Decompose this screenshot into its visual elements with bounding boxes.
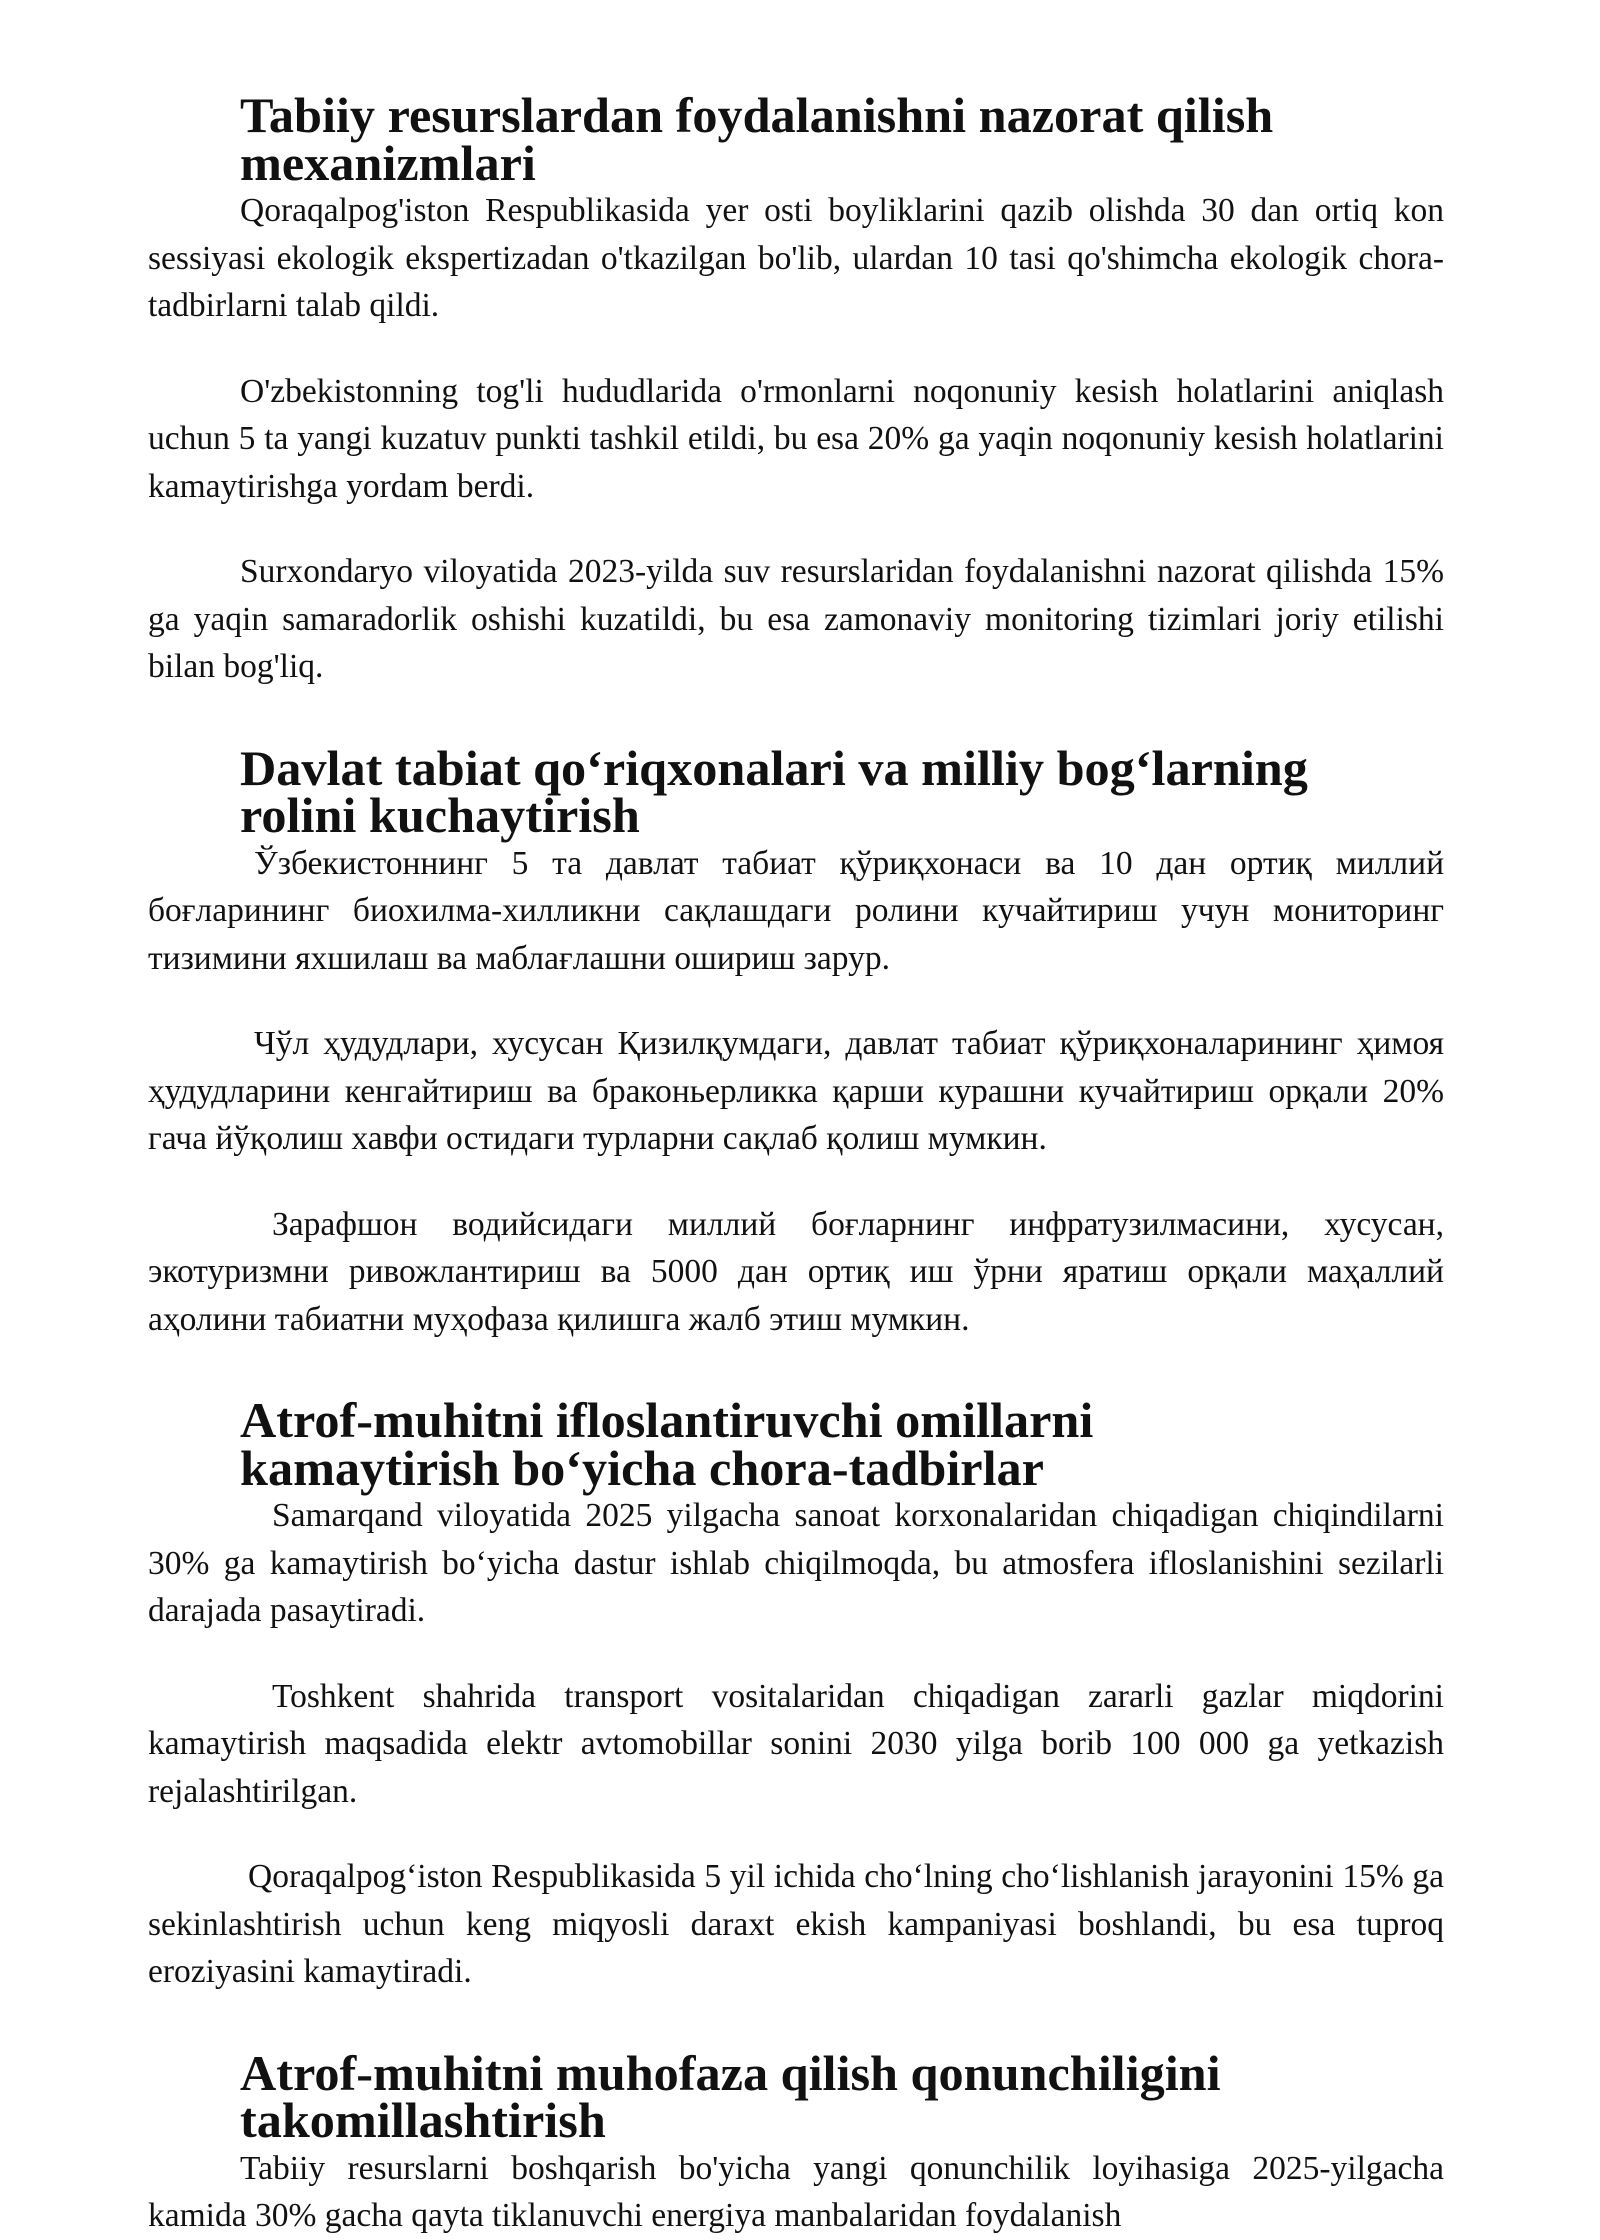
section-spacer — [148, 1343, 1444, 1397]
paragraph-desertification: Qoraqalpog‘iston Respublikasida 5 yil ichida cho‘lning cho‘lishlanish jarayonini 15% ga sekinlashtirish uchun keng miqyosli daraxt ekish kampaniyasi boshlandi, bu esa tuproq eroziyasini kamaytiradi. — [148, 1858, 1444, 1990]
section-heading-legislation: Atrof-muhitni muhofaza qilish qonunchiligini takomillashtirish — [240, 2044, 1221, 2148]
section-heading-pollution-reduction: Atrof-muhitni ifloslantiruvchi omillarni kamaytirish bo‘yicha chora-tadbirlar — [240, 1392, 1094, 1496]
section-spacer — [148, 1996, 1444, 2050]
paragraph-spacer — [148, 510, 1444, 548]
paragraph-samarkand-industry: Samarqand viloyatida 2025 yilgacha sanoat korxonalaridan chiqadigan chiqindilarni 30% ga kamaytirish bo‘yicha dastur ishlab chiqilmoqda, bu atmosfera ifloslanishini sezilarli darajada pasaytiradi. — [148, 1497, 1444, 1629]
document-page — [148, 87, 1444, 2240]
paragraph-spacer — [148, 1163, 1444, 1201]
section-heading-resource-control: Tabiiy resurslardan foydalanishni nazorat qilish mexanizmlari — [240, 87, 1274, 191]
section-heading-reserves-parks: Davlat tabiat qo‘riqxonalari va milliy bog‘larning rolini kuchaytirish — [240, 739, 1308, 843]
paragraph-spacer — [148, 330, 1444, 368]
paragraph-surkhandarya-water: Surxondaryo viloyatida 2023-yilda suv resurslaridan foydalanishni nazorat qilishda 15% ga yaqin samaradorlik oshishi kuzatildi, bu esa zamonaviy monitoring tizimlari joriy etilishi bilan bog'liq. — [148, 553, 1444, 685]
paragraph-new-legislation: Tabiiy resurslarni boshqarish bo'yicha yangi qonunchilik loyihasiga 2025-yilgacha kamida 30% gacha qayta tiklanuvchi energiya manbalaridan foydalanish — [148, 2149, 1444, 2234]
paragraph-forest-monitoring: O'zbekistonning tog'li hududlarida o'rmonlarni noqonuniy kesish holatlarini aniqlash uchun 5 ta yangi kuzatuv punkti tashkil etildi, bu esa 20% ga yaqin noqonuniy kesish holatlarini kamaytirishga yordam berdi. — [148, 372, 1444, 505]
paragraph-karakalpakstan-mining: Qoraqalpog'iston Respublikasida yer osti boyliklarini qazib olishda 30 dan ortiq kon sessiyasi ekologik ekspertizadan o'tkazilgan bo'lib, ulardan 10 tasi qo'shimcha ekologik chora-tadbirlarni talab qildi. — [148, 192, 1444, 324]
paragraph-zarafshan-ecotourism: Зарафшон водийсидаги миллий боғларнинг инфратузилмасини, хусусан, экотуризмни ривожлантириш ва 5000 дан ортиқ иш ўрни яратиш орқали маҳаллий аҳолини табиатни муҳофаза қилишга жалб этиш мумкин. — [148, 1205, 1444, 1338]
paragraph-reserves-monitoring: Ўзбекистоннинг 5 та давлат табиат қўриқхонаси ва 10 дан ортиқ миллий боғларининг биохилма-хилликни сақлашдаги ролини кучайтириш учун мониторинг тизимини яхшилаш ва маблағлашни ошириш зарур. — [148, 844, 1444, 977]
paragraph-spacer — [148, 1815, 1444, 1853]
paragraph-desert-protection: Чўл ҳудудлари, хусусан Қизилқумдаги, давлат табиат қўриқхоналарининг ҳимоя ҳудудларини кенгайтириш ва браконьерликка қарши курашни кучайтириш орқали 20% гача йўқолиш хавфи остидаги турларни сақлаб қолиш мумкин. — [148, 1025, 1444, 1157]
paragraph-tashkent-transport: Toshkent shahrida transport vositalaridan chiqadigan zararli gazlar miqdorini kamaytirish maqsadida elektr avtomobillar sonini 2030 yilga borib 100 000 ga yetkazish rejalashtirilgan. — [148, 1677, 1444, 1810]
paragraph-spacer — [148, 1635, 1444, 1673]
paragraph-spacer — [148, 982, 1444, 1020]
section-spacer — [148, 691, 1444, 745]
